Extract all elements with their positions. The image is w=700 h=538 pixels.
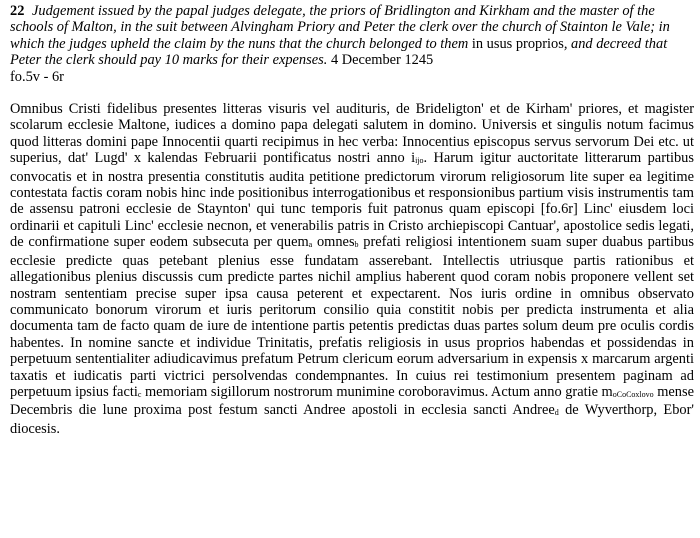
charter-text-part-4: prefati religiosi intentionem suam super duabus partibus ecclesie predicte quas petebant plenius esse fundatam asserebant. Intellectis utriusque partis rationibus et allegationibus plenius discussis cum predicte partes nichil amplius haberent quod coram nobis proponere vellent set nostram sententiam precise super ipsa causa peterent et expectarent. Nos iuris ordine in omnibus observato communicato bonorum virorum et iuris peritorum consilio quia constitit nobis per predicta instrumenta et alia documenta tam de facto quam de iure de intentione partis petentis predictas duas partes solum deum pre oculis cordis habentes. In nomine sancte et individue Trinitatis, prefatis religiosis in usus proprios habendas et possidendas in perpetuum sententialiter adiudicavimus prefatum Petrum clericum eorum adversarium in expensis x marcarum argenti taxatis et iudicatis parti victrici persolvendas condempnantes. In cuius rei testimonium presentem paginam ad perpetuum ipsius facti — [10, 234, 694, 400]
charter-text-part-1: Omnibus Cristi fidelibus presentes litteras visuris vel audituris, de Brideligton' et de Kirham' priores, et magister scolarum ecclesie Maltone, iudices a domino papa delegati salutem in domino. Universis et singulis notum facimus quod litteras domini pape Innocentii quarti recipimus in hec verba: Innocentius episcopus servus servorum Dei etc. ut superius, dat' Lugd' x kalendas Februarii pontificatus nostri anno i — [10, 101, 694, 167]
charter-text-part-7: de Wyverthorp, Ebor' diocesis. — [10, 402, 694, 437]
folio-reference: fo.5v - 6r — [10, 68, 64, 85]
charter-text — [10, 101, 694, 437]
year-superscript: oCoCoxlovo — [612, 389, 654, 399]
charter-text-part-5: memoriam sigillorum nostrorum munimine coroboravimus. Actum anno gratie m — [141, 383, 613, 400]
charter-text-part-2: . Harum igitur auctoritate litterarum partibus convocatis et in nostra presentia constitutis audita petitione predictorum virorum religiosorum lite super ea legitime contestata factis coram nobis hinc inde positionibus interrogationibus et responsionibus partium visis instrumentis tam de assensu patroni ecclesie de Staynton' qui tunc temporis fuit patronus quam episcopi [fo.6r] Linc' eiusdem loci ordinarii et capituli Linc' ecclesie necnon, et venerabilis patris in Cristo archiepiscopi Cantuar', apostolice sedis legati, de confirmatione super eodem subsecuta per quem — [10, 150, 694, 251]
charter-text-part-3: omnes — [312, 234, 355, 251]
note-marker-b: b — [354, 240, 359, 250]
note-marker-c: c — [137, 389, 142, 399]
note-marker-d: d — [554, 408, 559, 418]
entry-summary-italic-1: Judgement issued by the papal judges delegate, the priors of Bridlington and Kirkham and the master of the schools of Malton, in the suit between Alvingham Priory and Peter the clerk over the church of Stainton le Vale; in which the judges upheld the claim by the nuns that the church belonged to them — [10, 3, 670, 52]
entry-date: 4 December 1245 — [330, 52, 434, 69]
entry-number: 22 — [10, 3, 25, 19]
note-marker-a: a — [308, 240, 313, 250]
entry-summary-italic-2: , and decreed that Peter the clerk should pay 10 marks for their expenses. — [10, 35, 668, 69]
marginal-note-ijo: ijo — [415, 156, 424, 166]
entry-heading — [10, 3, 694, 69]
charter-text-part-6: mense Decembris die lune proxima post festum sancti Andree apostoli in ecclesia sancti Andree — [10, 383, 694, 419]
entry-summary-roman: in usus proprios — [468, 35, 564, 52]
